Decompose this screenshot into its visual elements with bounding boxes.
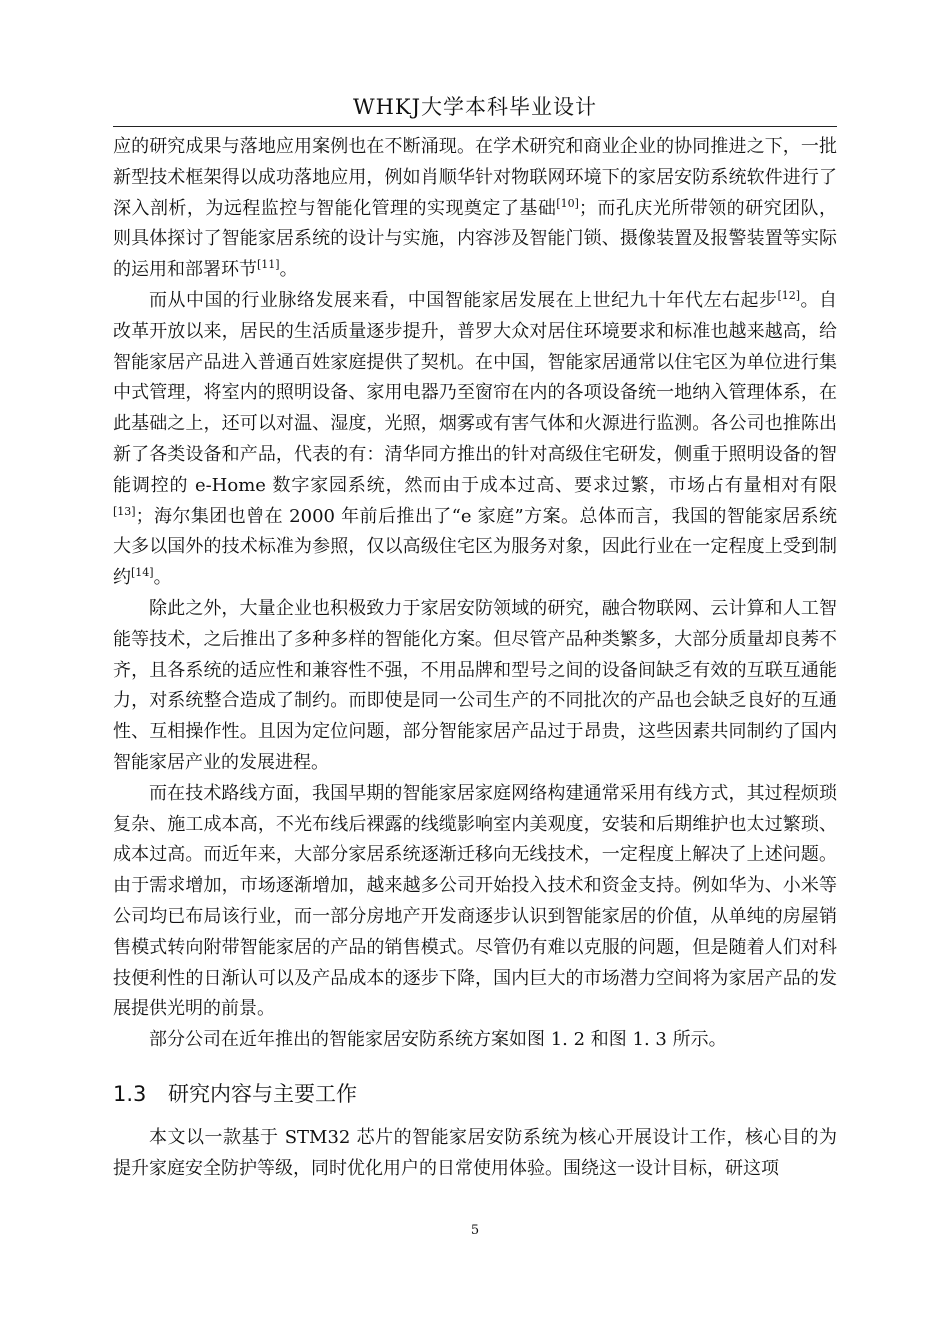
citation-ref: [10] [556,196,579,210]
paragraph-p4 [113,779,837,1025]
paragraph-p1 [113,132,837,286]
section-title: 研究内容与主要工作 [168,1082,357,1106]
text-run: 本文以一款基于 STM32 芯片的智能家居安防系统为核心开展设计工作，核心目的为提升家庭安全防护等级，同时优化用户的日常使用体验。围绕这一设计目标，研这项 [113,1127,837,1179]
section-heading [113,1077,357,1111]
paragraph-p3 [113,594,837,779]
text-run: ；而孔庆光所带领的研究团队，则具体探讨了智能家居系统的设计与实施，内容涉及智能门锁、摄像装置及报警装置等实际的运用和部署环节 [113,197,838,281]
page-header: WHKJ大学本科毕业设计 [352,95,597,119]
text-run: 。 [279,259,298,281]
text-run: ；海尔集团也曾在 2000 年前后推出了“e 家庭”方案。总体而言，我国的智能家居系统大多以国外的技术标准为参照，仅以高级住宅区为服务对象，因此行业在一定程度上受到制约 [113,505,837,589]
citation-ref: [12] [777,288,801,302]
section-body-text [113,1123,837,1185]
text-run: 部分公司在近年推出的智能家居安防系统方案如图 1. 2 和图 1. 3 所示。 [149,1029,727,1051]
paragraph-p5 [113,1025,837,1056]
paragraph-p2 [113,286,837,594]
citation-ref: [14] [131,566,154,580]
page-number: 5 [470,1223,480,1238]
header-rule [113,126,837,127]
section-number: 1.3 [113,1082,147,1106]
paragraph-p6 [113,1123,837,1185]
citation-ref: [13] [113,504,136,518]
text-run: 应的研究成果与落地应用案例也在不断涌现。在学术研究和商业企业的协同推进之下，一批新型技术框架得以成功落地应用，例如肖顺华针对物联网环境下的家居安防系统软件进行了深入剖析，为远程监控与智能化管理的实现奠定了基础 [113,136,837,219]
body-text [113,132,837,1056]
text-run: 除此之外，大量企业也积极致力于家居安防领域的研究，融合物联网、云计算和人工智能等技术，之后推出了多种多样的智能化方案。但尽管产品种类繁多，大部分质量却良莠不齐，且各系统的适应性和兼容性不强，不用品牌和型号之间的设备间缺乏有效的互联互通能力，对系统整合造成了制约。而即使是同一公司生产的不同批次的产品也会缺乏良好的互通性、互相操作性。且因为定位问题，部分智能家居产品过于昂贵，这些因素共同制约了国内智能家居产业的发展进程。 [113,597,837,773]
text-run: 而从中国的行业脉络发展来看，中国智能家居发展在上世纪九十年代左右起步 [149,289,778,311]
text-run: 而在技术路线方面，我国早期的智能家居家庭网络构建通常采用有线方式，其过程烦琐复杂、施工成本高，不光布线后裸露的线缆影响室内美观度，安装和后期维护也太过繁琐、成本过高。而近年来，大部分家居系统逐渐迁移向无线技术，一定程度上解决了上述问题。由于需求增加，市场逐渐增加，越来越多公司开始投入技术和资金支持。例如华为、小米等公司均已布局该行业，而一部分房地产开发商逐步认识到智能家居的价值，从单纯的房屋销售模式转向附带智能家居的产品的销售模式。尽管仍有难以克服的问题，但是随着人们对科技便利性的日渐认可以及产品成本的逐步下降，国内巨大的市场潜力空间将为家居产品的发展提供光明的前景。 [113,782,837,1020]
citation-ref: [11] [257,258,280,272]
text-run: 。 [153,567,172,589]
text-run: 。自改革开放以来，居民的生活质量逐步提升，普罗大众对居住环境要求和标准也越来越高，给智能家居产品进入普通百姓家庭提供了契机。在中国，智能家居通常以住宅区为单位进行集中式管理，将室内的照明设备、家用电器乃至窗帘在内的各项设备统一地纳入管理体系，在此基础之上，还可以对温、湿度，光照，烟雾或有害气体和火源进行监测。各公司也推陈出新了各类设备和产品，代表的有：清华同方推出的针对高级住宅研发，侧重于照明设备的智能调控的 e-Home 数字家园系统，然而由于成本过高、要求过繁，市场占有量相对有限 [113,289,837,496]
